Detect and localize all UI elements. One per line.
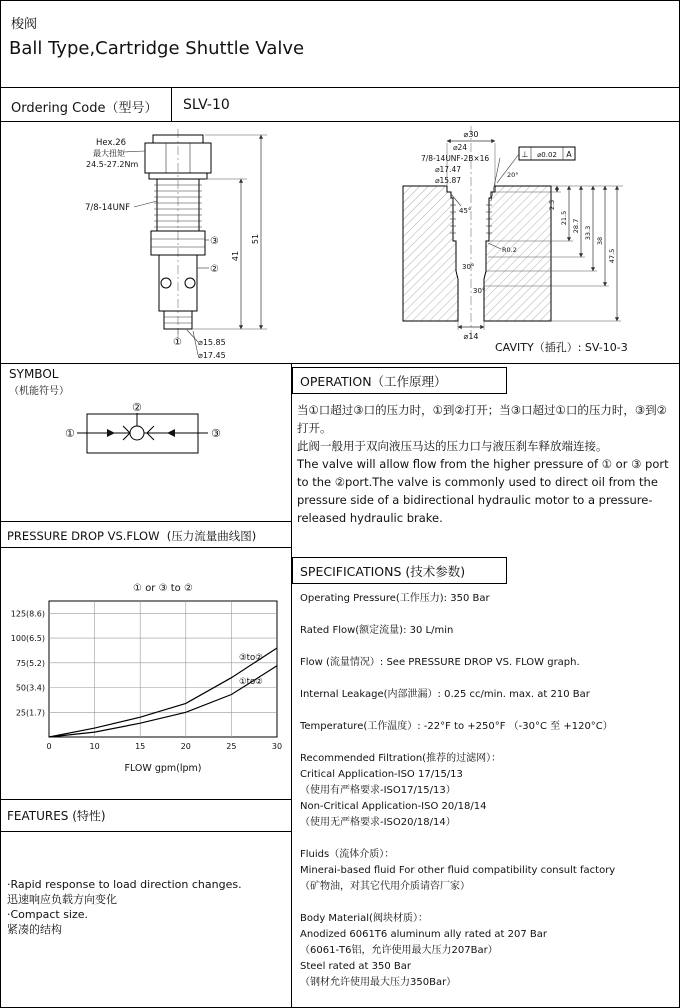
chart-title: ① or ③ to ② xyxy=(133,583,193,594)
spec-flow xyxy=(300,655,678,671)
spec-operating-pressure xyxy=(300,591,678,607)
x-tick-label: 0 xyxy=(46,742,52,751)
spec-line: （使用有严格要求-ISO17/15/13） xyxy=(300,785,456,796)
spec-line: Anodized 6061T6 aluminum ally rated at 207 Bar xyxy=(300,929,548,940)
flow-arrow-left xyxy=(107,429,115,437)
cavity-dia-24: ⌀24 xyxy=(453,143,468,152)
max-torque-label-cn: 最大扭矩 xyxy=(93,149,125,158)
divider xyxy=(1,521,291,522)
cavity-dia-1587: ⌀15.87 xyxy=(435,176,461,185)
spec-line: （钢材允许使用最大压力350Bar） xyxy=(300,977,457,988)
symbol-port-1: ① xyxy=(65,427,75,440)
spec-rated-flow xyxy=(300,623,678,639)
page-title-cn: 梭阀 xyxy=(11,17,38,32)
features-heading: FEATURES (特性) xyxy=(7,809,106,823)
spec-fluids xyxy=(300,847,678,895)
cavity-thread-label: 7/8-14UNF-2B×16 xyxy=(421,154,490,163)
divider xyxy=(1,87,679,88)
divider xyxy=(171,87,172,121)
feature-line: ·Rapid response to load direction changes. xyxy=(7,878,242,891)
cavity-dim-38: 38 xyxy=(596,236,604,246)
spec-recommended-filtration xyxy=(300,751,678,831)
spec-line: （使用无严格要求-ISO20/18/14） xyxy=(300,817,456,828)
cavity-angle-30a: 30° xyxy=(462,263,475,271)
spec-line: （矿物油，对其它代用介质请咨厂家） xyxy=(300,881,470,892)
ordering-code-label: Ordering Code（型号） xyxy=(11,101,158,116)
spec-line: Minerai-based fluid For other fluid compatibility consult factory xyxy=(300,865,616,876)
y-tick-label: 50(3.4) xyxy=(15,683,45,693)
cavity-dia-30: ⌀30 xyxy=(463,130,479,139)
specifications-heading: SPECIFICATIONS (技术参数) xyxy=(292,557,507,584)
feature-line: ·Compact size. xyxy=(7,908,89,921)
cavity-angle-45: 45° xyxy=(459,207,472,215)
symbol-port-2: ② xyxy=(132,401,142,414)
spec-line: Critical Application-ISO 17/15/13 xyxy=(300,769,463,780)
divider xyxy=(1,799,291,800)
operation-paragraph: 此阀一般用于双向液压马达的压力口与液压刹车释放端连接。 xyxy=(297,439,608,453)
cavity-dim-28-7: 28.7 xyxy=(572,218,580,234)
cavity-angle-20: 20° xyxy=(507,171,519,179)
cavity-angle-30b: 30° xyxy=(473,287,486,295)
symbol-port-3: ③ xyxy=(211,427,221,440)
cavity-radius-r02: R0.2 xyxy=(502,246,517,254)
x-tick-label: 15 xyxy=(135,742,146,751)
thread-lines xyxy=(154,185,202,227)
spec-body-material xyxy=(300,911,678,991)
y-tick-label: 100(6.5) xyxy=(10,634,45,644)
spec-line: Operating Pressure(工作压力): 350 Bar xyxy=(300,593,490,604)
spec-line: （6061-T6铝，允许使用最大压力207Bar） xyxy=(300,945,498,956)
symbol-heading: SYMBOL xyxy=(9,367,59,381)
spec-line: Fluids（流体介质）： xyxy=(300,849,395,860)
spec-line: Non-Critical Application-ISO 20/18/14 xyxy=(300,801,487,812)
fcf-datum: A xyxy=(566,150,572,159)
fcf-tolerance: ⌀0.02 xyxy=(537,151,557,159)
column-divider xyxy=(291,363,292,1008)
valve-cross-section-drawing xyxy=(85,129,267,360)
valve-port-2: ② xyxy=(210,264,219,275)
chart-series-1-label: ①to② xyxy=(239,677,263,687)
valve-port-1: ① xyxy=(173,337,182,348)
y-tick-label: 25(1.7) xyxy=(15,708,45,718)
pressure-drop-chart xyxy=(5,557,287,792)
spec-temperature xyxy=(300,719,678,735)
specifications-list xyxy=(300,591,678,1007)
nose-dia-1585: ⌀15.85 xyxy=(198,338,226,347)
operation-paragraph: The valve will allow flow from the higher pressure of ① or ③ port to the ②port.The valve is commonly used to direct oil from the pressure side of a bidirectional hydraulic motor to a pressure-released hydraulic brake. xyxy=(297,457,669,525)
spec-line: Body Material(阀块材质）： xyxy=(300,913,428,924)
max-torque-value: 24.5-27.2Nm xyxy=(86,160,139,169)
spec-line: Steel rated at 350 Bar xyxy=(300,961,411,972)
spec-line: Temperature(工作温度）: -22°F to +250°F （-30°C 至 +120°C） xyxy=(300,721,613,732)
operation-paragraph: 当①口超过③口的压力时，①到②打开；当③口超过①口的压力时，③到②打开。 xyxy=(297,403,667,435)
operation-heading: OPERATION（工作原理） xyxy=(292,367,507,394)
divider xyxy=(1,547,291,548)
dim-51: 51 xyxy=(251,233,260,245)
spec-line: Recommended Filtration(推荐的过滤网）： xyxy=(300,753,502,764)
dim-41: 41 xyxy=(231,250,240,262)
nose-dia-1745: ⌀17.45 xyxy=(198,351,226,360)
x-tick-label: 25 xyxy=(226,742,237,751)
chart-series-0-label: ③to② xyxy=(239,653,263,663)
feature-line: 迅速响应负载方向变化 xyxy=(7,893,117,906)
feature-line: 紧凑的结构 xyxy=(7,923,62,936)
spec-line: Rated Flow(额定流量): 30 L/min xyxy=(300,625,454,636)
symbol-heading-cn: （机能符号） xyxy=(9,386,69,397)
divider xyxy=(1,363,679,364)
spec-line: Internal Leakage(内部泄漏）: 0.25 cc/min. max. at 210 Bar xyxy=(300,689,590,700)
cavity-dim-47-5: 47.5 xyxy=(608,248,616,264)
cavity-dim-33-3: 33.3 xyxy=(584,225,592,241)
valve-port-3: ③ xyxy=(210,236,219,247)
shuttle-ball xyxy=(130,426,144,440)
features-list xyxy=(7,877,287,937)
cavity-cross-section-drawing xyxy=(403,126,628,354)
pressure-drop-heading: PRESSURE DROP VS.FLOW (压力流量曲线图) xyxy=(7,529,257,543)
spec-line: Flow (流量情况）: See PRESSURE DROP VS. FLOW graph. xyxy=(300,657,580,668)
chart-plot-area xyxy=(49,601,277,737)
fcf-perpendicularity-symbol: ⊥ xyxy=(521,150,529,159)
flow-arrow-right xyxy=(167,429,175,437)
cavity-dim-21-5: 21.5 xyxy=(560,210,568,226)
divider xyxy=(1,831,291,832)
x-tick-label: 10 xyxy=(89,742,100,751)
technical-drawings xyxy=(1,121,680,363)
cavity-dia-14: ⌀14 xyxy=(463,332,479,341)
cavity-dim-2-5: 2.5 xyxy=(548,199,556,211)
hex-size-label: Hex.26 xyxy=(96,138,127,148)
cavity-dia-1747: ⌀17.47 xyxy=(435,165,461,174)
page-title: Ball Type,Cartridge Shuttle Valve xyxy=(9,38,305,59)
chart-gridlines xyxy=(49,601,277,737)
operation-text xyxy=(297,401,677,527)
y-tick-label: 75(5.2) xyxy=(15,658,45,668)
chart-x-axis-label: FLOW gpm(lpm) xyxy=(124,763,202,774)
ordering-code-value: SLV-10 xyxy=(183,97,230,113)
x-tick-label: 20 xyxy=(180,742,191,751)
y-tick-label: 125(8.6) xyxy=(10,609,45,619)
valve-thread-label: 7/8-14UNF xyxy=(85,203,131,213)
hydraulic-symbol xyxy=(51,395,241,485)
x-tick-label: 30 xyxy=(271,742,283,751)
cavity-label: CAVITY（插孔）: SV-10-3 xyxy=(495,341,628,354)
spec-internal-leakage xyxy=(300,687,678,703)
